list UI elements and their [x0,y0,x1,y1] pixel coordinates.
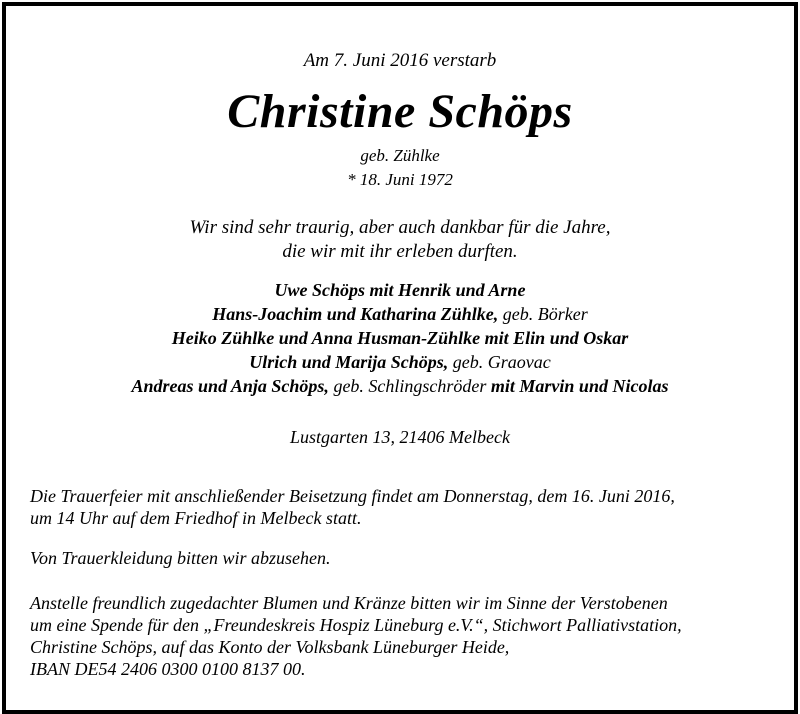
verse-line: Wir sind sehr traurig, aber auch dankbar für die Jahre, [189,217,611,238]
ceremony-line: um 14 Uhr auf dem Friedhof in Melbeck statt. [30,508,362,528]
birth-date: * 18. Juni 1972 [347,170,453,189]
donation-line: um eine Spende für den „Freundeskreis Hospiz Lüneburg e.V.“, Stichwort Palliativstation, [30,615,682,635]
verse-line: die wir mit ihr erleben durften. [282,241,518,262]
deceased-name: Christine Schöps [227,85,573,138]
mourner-name: Heiko Zühlke und Anna Husman-Zühlke mit Elin und Oskar [171,328,629,348]
mourner-line [0,278,800,302]
mourner-line [0,302,800,326]
donation-line: IBAN DE54 2406 0300 0100 8137 00. [30,659,306,679]
intro-line: Am 7. Juni 2016 verstarb [303,50,497,71]
donation-line: Christine Schöps, auf das Konto der Volksbank Lüneburger Heide, [30,637,510,657]
mourner-line [0,326,800,350]
address: Lustgarten 13, 21406 Melbeck [290,427,510,447]
mourner-line [0,374,800,398]
mourner-name: Ulrich und Marija Schöps, [249,352,449,372]
mourner-name: Uwe Schöps mit Henrik und Arne [274,280,526,300]
ceremony-line: Die Trauerfeier mit anschließender Beisetzung findet am Donnerstag, dem 16. Juni 2016, [30,486,675,506]
ceremony-info [30,485,780,529]
mourner-name: Andreas und Anja Schöps, [131,376,329,396]
verse [0,216,800,264]
mourner-line [0,350,800,374]
mourner-maiden-name: geb. Börker [498,304,588,324]
mourner-name: Hans-Joachim und Katharina Zühlke, [212,304,499,324]
mourners-list [0,278,800,398]
mourner-maiden-name: geb. Graovac [448,352,551,372]
dress-code: Von Trauerkleidung bitten wir abzusehen. [30,548,331,568]
donation-line: Anstelle freundlich zugedachter Blumen und Kränze bitten wir im Sinne der Verstobenen [30,593,668,613]
mourner-maiden-name: geb. Schlingschröder [328,376,491,396]
maiden-name: geb. Zühlke [360,146,440,165]
mourner-children: mit Marvin und Nicolas [490,376,669,396]
donation-info [30,592,780,680]
